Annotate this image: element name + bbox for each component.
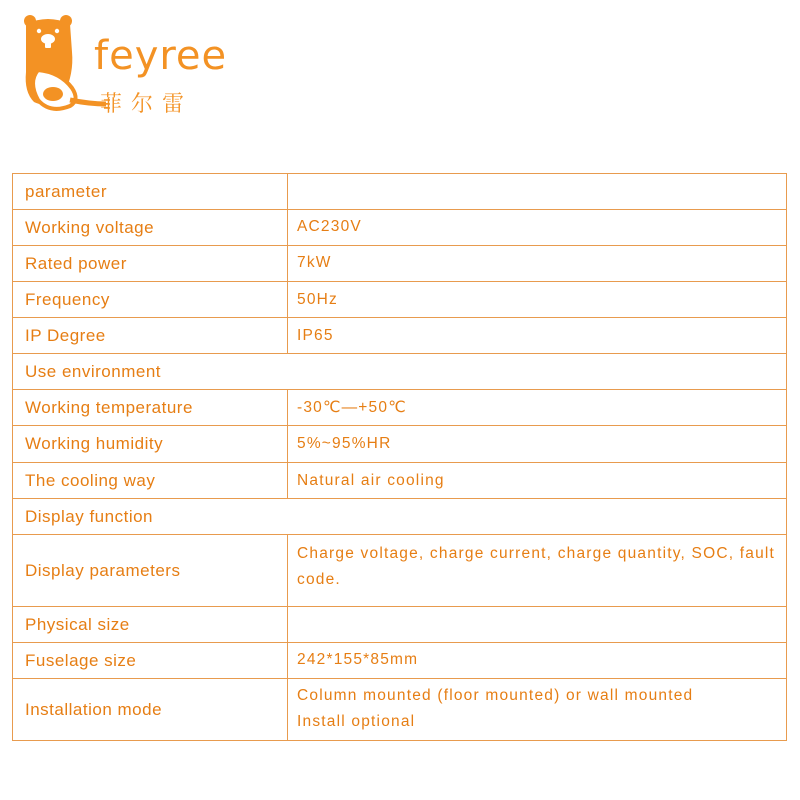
table-row (13, 607, 787, 643)
table-row (13, 463, 787, 499)
row-label: IP Degree (13, 318, 288, 354)
brand-logo (20, 12, 228, 124)
row-value: AC230V (288, 210, 787, 246)
section-label: Use environment (13, 354, 787, 390)
table-row (13, 643, 787, 679)
section-label: Display function (13, 499, 787, 535)
brand-name-cn: 菲尔雷 (100, 92, 194, 117)
row-value: -30℃—+50℃ (288, 390, 787, 426)
row-value: 7kW (288, 246, 787, 282)
table-row (13, 679, 787, 741)
brand-name: feyree (94, 33, 228, 79)
row-value: IP65 (288, 318, 787, 354)
row-value (288, 607, 787, 643)
row-label: Installation mode (13, 679, 288, 741)
table-row (13, 426, 787, 463)
row-value: 5%~95%HR (288, 426, 787, 463)
row-label: parameter (13, 174, 288, 210)
table-row (13, 535, 787, 607)
row-label: Frequency (13, 282, 288, 318)
table-row (13, 318, 787, 354)
row-value: Charge voltage, charge current, charge quantity, SOC, fault code. (288, 535, 787, 607)
row-value: Natural air cooling (288, 463, 787, 499)
spec-table (12, 173, 787, 741)
row-label: Working humidity (13, 426, 288, 463)
row-label: Fuselage size (13, 643, 288, 679)
row-value: 50Hz (288, 282, 787, 318)
row-value (288, 174, 787, 210)
table-row (13, 246, 787, 282)
row-label: The cooling way (13, 463, 288, 499)
table-row (13, 210, 787, 246)
row-label: Physical size (13, 607, 288, 643)
row-label: Display parameters (13, 535, 288, 607)
row-value: 242*155*85mm (288, 643, 787, 679)
table-row (13, 174, 787, 210)
table-row (13, 390, 787, 426)
row-label: Rated power (13, 246, 288, 282)
row-value: Column mounted (floor mounted) or wall mounted Install optional (288, 679, 787, 741)
row-label: Working voltage (13, 210, 288, 246)
table-row (13, 282, 787, 318)
table-row (13, 354, 787, 390)
row-label: Working temperature (13, 390, 288, 426)
table-row (13, 499, 787, 535)
